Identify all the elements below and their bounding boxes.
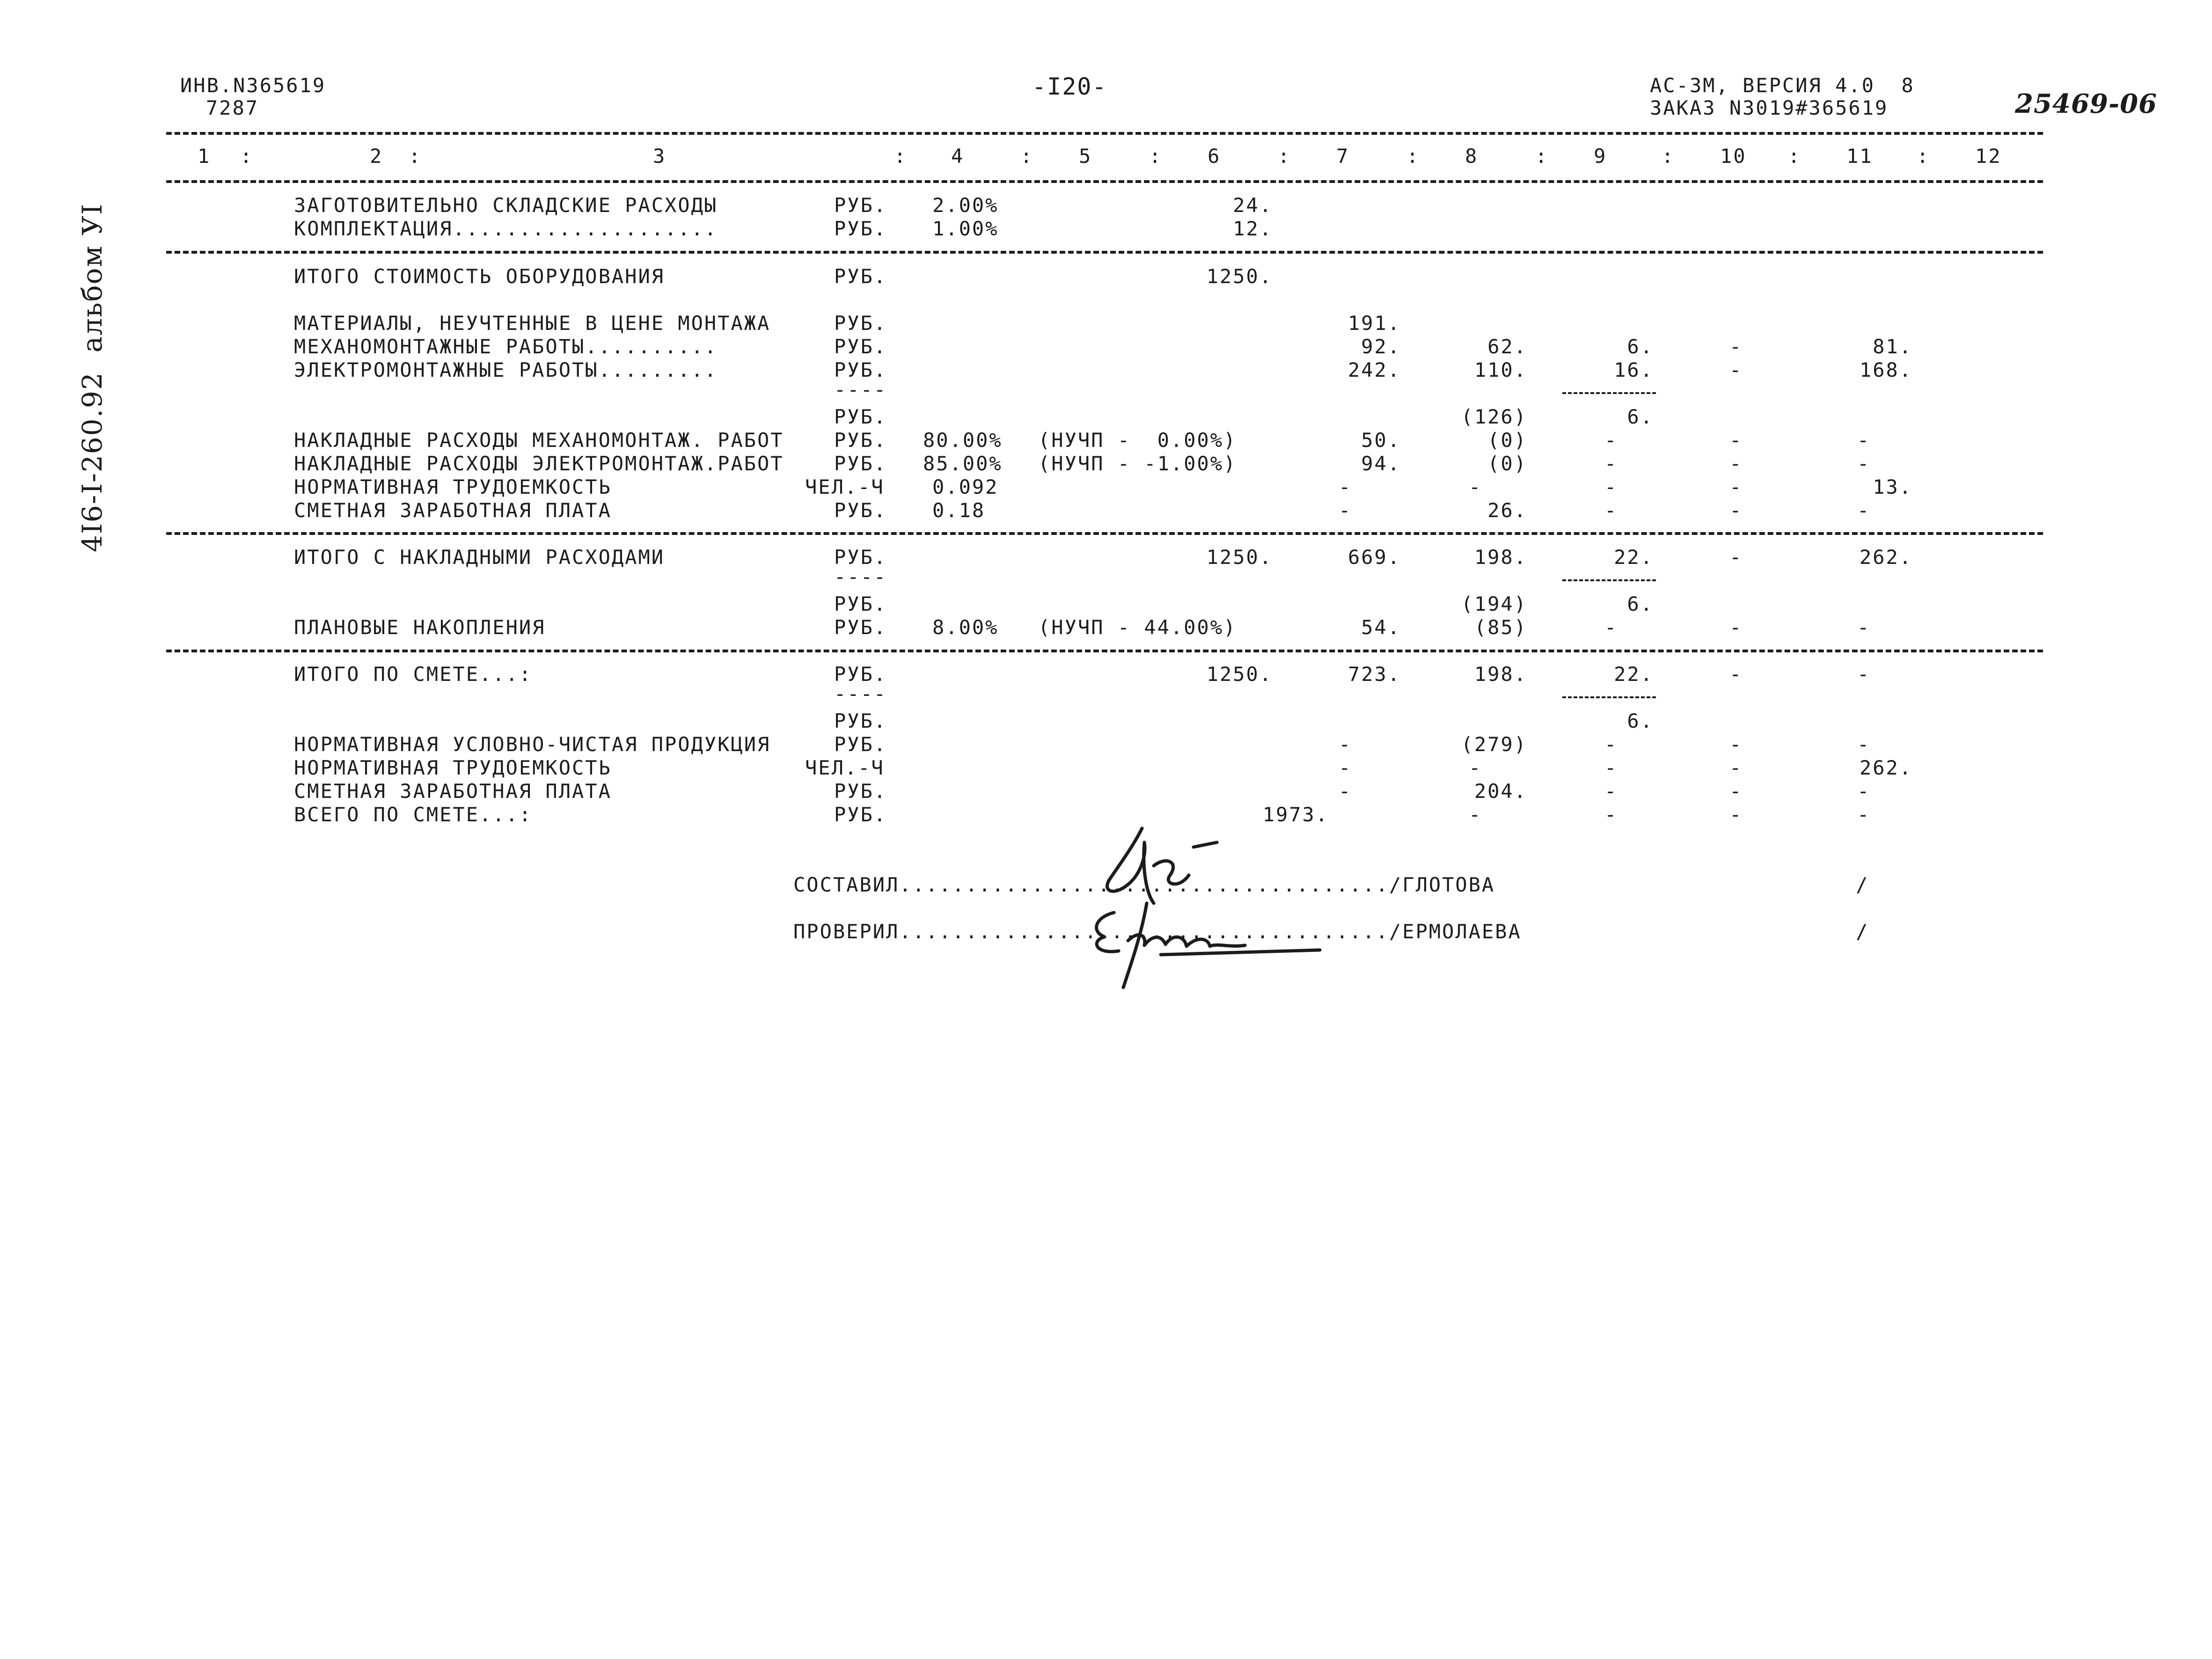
- cell-c7: 50.: [1361, 429, 1401, 452]
- col-5: 5: [1079, 145, 1092, 168]
- cell-c9: 22.: [1614, 663, 1654, 686]
- cell-c8: 62.: [1487, 335, 1527, 358]
- cell-c4: 8.00%: [932, 616, 999, 639]
- cell-c11: 262.: [1859, 756, 1912, 779]
- cell-c9: -: [1604, 475, 1618, 498]
- cell-c10: -: [1729, 546, 1743, 569]
- cell-c9: 6.: [1627, 335, 1654, 358]
- order-number: ЗАКАЗ N3019#365619: [1650, 96, 1889, 119]
- cell-c7: 94.: [1361, 452, 1401, 475]
- cell-c7: 92.: [1361, 335, 1401, 358]
- cell-c4: 0.18: [932, 499, 986, 522]
- cell-c8: 198.: [1474, 546, 1527, 569]
- col-sep: :: [1020, 145, 1034, 168]
- subtotal-rule: [1562, 392, 1656, 394]
- col-2: 2: [370, 145, 383, 168]
- cell-c8: 110.: [1474, 358, 1527, 381]
- cell-c7: -: [1339, 499, 1352, 522]
- cell-c6: 1250.: [1206, 265, 1273, 288]
- cell-c7: 191.: [1348, 312, 1401, 335]
- cell-c10: -: [1729, 756, 1743, 779]
- cell-c11: 81.: [1873, 335, 1912, 358]
- row-name: НАКЛАДНЫЕ РАСХОДЫ МЕХАНОМОНТАЖ. РАБОТ: [294, 429, 784, 452]
- row-name: ПЛАНОВЫЕ НАКОПЛЕНИЯ: [294, 616, 546, 639]
- cell-c7: -: [1339, 756, 1352, 779]
- row-unit: РУБ.: [834, 780, 887, 803]
- col-sep: :: [894, 145, 908, 168]
- cell-c8: (85): [1474, 616, 1527, 639]
- row-name: СМЕТНАЯ ЗАРАБОТНАЯ ПЛАТА: [294, 780, 612, 803]
- cell-c11: -: [1857, 733, 1871, 756]
- cell-c7: 242.: [1348, 358, 1401, 381]
- cell-c10: -: [1729, 429, 1743, 452]
- row-unit: РУБ.: [834, 452, 887, 475]
- row-unit: РУБ.: [834, 405, 887, 428]
- col-11: 11: [1846, 145, 1873, 168]
- cell-c4: 1.00%: [932, 217, 999, 240]
- cell-c7: 669.: [1348, 546, 1401, 569]
- cell-c8: (0): [1487, 429, 1527, 452]
- cell-c5: (НУЧП - 44.00%): [1038, 616, 1237, 639]
- row-unit: РУБ.: [834, 499, 887, 522]
- compiled-by-line: СОСТАВИЛ...................................../ГЛОТОВА: [793, 873, 1495, 896]
- cell-c11: -: [1857, 429, 1871, 452]
- row-name: ЭЛЕКТРОМОНТАЖНЫЕ РАБОТЫ.........: [294, 358, 718, 381]
- row-unit: РУБ.: [834, 429, 887, 452]
- row-unit: РУБ.: [834, 592, 887, 615]
- row-unit: РУБ.: [834, 546, 887, 569]
- row-unit: РУБ.: [834, 733, 887, 756]
- cell-c9: -: [1604, 616, 1618, 639]
- col-8: 8: [1465, 145, 1479, 168]
- col-9: 9: [1594, 145, 1607, 168]
- cell-c7: 723.: [1348, 663, 1401, 686]
- cell-c8: -: [1469, 475, 1482, 498]
- cell-c10: -: [1729, 733, 1743, 756]
- row-unit: РУБ.: [834, 663, 887, 686]
- col-sep: :: [1788, 145, 1802, 168]
- row-name: МЕХАНОМОНТАЖНЫЕ РАБОТЫ..........: [294, 335, 718, 358]
- col-3: 3: [653, 145, 667, 168]
- cell-c10: -: [1729, 663, 1743, 686]
- cell-c8: (194): [1461, 592, 1527, 615]
- cell-c9: -: [1604, 803, 1618, 826]
- cell-c11: -: [1857, 499, 1871, 522]
- cell-c5: (НУЧП - -1.00%): [1038, 452, 1237, 475]
- cell-c8: 26.: [1487, 499, 1527, 522]
- cell-c8: (279): [1461, 733, 1527, 756]
- compiled-by-end: /: [1856, 873, 1869, 896]
- cell-c8: (126): [1461, 405, 1527, 428]
- cell-c11: -: [1857, 803, 1871, 826]
- cell-c10: -: [1729, 803, 1743, 826]
- row-unit: РУБ.: [834, 265, 887, 288]
- cell-c8: 198.: [1474, 663, 1527, 686]
- page-number: -I20-: [1032, 73, 1107, 100]
- cell-c7: -: [1339, 733, 1352, 756]
- cell-c5: (НУЧП - 0.00%): [1038, 429, 1237, 452]
- section-rule: [166, 532, 2043, 535]
- col-sep: :: [1406, 145, 1420, 168]
- row-name: МАТЕРИАЛЫ, НЕУЧТЕННЫЕ В ЦЕНЕ МОНТАЖА: [294, 312, 771, 335]
- col-sep: :: [1917, 145, 1930, 168]
- cell-c4: 80.00%: [923, 429, 1003, 452]
- col-sep: :: [1535, 145, 1549, 168]
- row-name: ЗАГОТОВИТЕЛЬНО СКЛАДСКИЕ РАСХОДЫ: [294, 194, 718, 217]
- cell-c7: -: [1339, 475, 1352, 498]
- cell-c10: -: [1729, 335, 1743, 358]
- col-sep: :: [240, 145, 254, 168]
- cell-c11: -: [1857, 452, 1871, 475]
- col-10: 10: [1720, 145, 1747, 168]
- cell-c9: -: [1604, 429, 1618, 452]
- cell-c11: 168.: [1859, 358, 1912, 381]
- album-side-label: 4I6-I-260.92 альбом УI: [76, 203, 108, 552]
- cell-c10: -: [1729, 475, 1743, 498]
- col-sep: :: [1149, 145, 1163, 168]
- row-unit: РУБ.: [834, 358, 887, 381]
- row-unit: РУБ.: [834, 335, 887, 358]
- col-sep: :: [1662, 145, 1675, 168]
- cell-c7: -: [1339, 780, 1352, 803]
- cell-c8: (0): [1487, 452, 1527, 475]
- subtotal-rule: [1562, 696, 1656, 698]
- row-name: НОРМАТИВНАЯ ТРУДОЕМКОСТЬ: [294, 475, 612, 498]
- header-bottom-rule: [166, 180, 2043, 183]
- cell-c8: -: [1469, 803, 1482, 826]
- col-sep: :: [1278, 145, 1291, 168]
- cell-c4: 85.00%: [923, 452, 1003, 475]
- cell-c8: 204.: [1474, 780, 1527, 803]
- col-4: 4: [951, 145, 965, 168]
- cell-c9: -: [1604, 756, 1618, 779]
- cell-c10: -: [1729, 616, 1743, 639]
- handwritten-signatures: [1077, 814, 1442, 992]
- signature-checked: [1097, 913, 1320, 955]
- cell-c10: -: [1729, 780, 1743, 803]
- row-unit: РУБ.: [834, 709, 887, 732]
- handwritten-stamp-number: 25469-06: [2015, 88, 2157, 119]
- subtotal-rule: [1562, 579, 1656, 581]
- section-rule: [166, 251, 2043, 254]
- cell-c6: 24.: [1233, 194, 1273, 217]
- col-1: 1: [198, 145, 211, 168]
- software-version: АС-3М, ВЕРСИЯ 4.0 8: [1650, 74, 1915, 97]
- cell-c11: -: [1857, 780, 1871, 803]
- row-name: НОРМАТИВНАЯ УСЛОВНО-ЧИСТАЯ ПРОДУКЦИЯ: [294, 733, 771, 756]
- col-12: 12: [1975, 145, 2002, 168]
- cell-c10: -: [1729, 452, 1743, 475]
- col-6: 6: [1208, 145, 1221, 168]
- cell-c6: 1250.: [1206, 663, 1273, 686]
- row-name: ИТОГО СТОИМОСТЬ ОБОРУДОВАНИЯ: [294, 265, 665, 288]
- cell-c9: 16.: [1614, 358, 1654, 381]
- cell-c9: -: [1604, 499, 1618, 522]
- cell-c9: 22.: [1614, 546, 1654, 569]
- row-unit: РУБ.: [834, 803, 887, 826]
- cell-c11: -: [1857, 616, 1871, 639]
- row-unit: ЧЕЛ.-Ч: [805, 475, 885, 498]
- row-unit: РУБ.: [834, 616, 887, 639]
- checked-by-end: /: [1856, 920, 1869, 943]
- unit-subtotal-dash: ----: [834, 682, 887, 705]
- cell-c11: 262.: [1859, 546, 1912, 569]
- cell-c9: -: [1604, 733, 1618, 756]
- cell-c9: 6.: [1627, 405, 1654, 428]
- row-name: ИТОГО ПО СМЕТЕ...:: [294, 663, 533, 686]
- row-unit: ЧЕЛ.-Ч: [805, 756, 885, 779]
- cell-c10: -: [1729, 358, 1743, 381]
- inventory-number: ИНВ.N365619: [180, 74, 326, 97]
- cell-c9: 6.: [1627, 709, 1654, 732]
- cell-c10: -: [1729, 499, 1743, 522]
- cell-c6: 12.: [1233, 217, 1273, 240]
- col-sep: :: [409, 145, 422, 168]
- cell-c9: -: [1604, 780, 1618, 803]
- row-name: КОМПЛЕКТАЦИЯ....................: [294, 217, 718, 240]
- cell-c9: -: [1604, 452, 1618, 475]
- cell-c4: 0.092: [932, 475, 999, 498]
- row-name: ИТОГО С НАКЛАДНЫМИ РАСХОДАМИ: [294, 546, 665, 569]
- col-7: 7: [1336, 145, 1350, 168]
- cell-c6: 1250.: [1206, 546, 1273, 569]
- cell-c11: -: [1857, 663, 1871, 686]
- row-name: СМЕТНАЯ ЗАРАБОТНАЯ ПЛАТА: [294, 499, 612, 522]
- header-top-rule: [166, 132, 2043, 135]
- row-unit: РУБ.: [834, 312, 887, 335]
- section-rule: [166, 650, 2043, 652]
- signature-compiled: [1107, 828, 1217, 903]
- document-number: 7287: [206, 96, 259, 119]
- cell-c8: -: [1469, 756, 1482, 779]
- unit-subtotal-dash: ----: [834, 378, 887, 401]
- row-unit: РУБ.: [834, 217, 887, 240]
- row-name: НОРМАТИВНАЯ ТРУДОЕМКОСТЬ: [294, 756, 612, 779]
- cell-c4: 2.00%: [932, 194, 999, 217]
- cell-c9: 6.: [1627, 592, 1654, 615]
- unit-subtotal-dash: ----: [834, 565, 887, 588]
- cell-c11: 13.: [1873, 475, 1912, 498]
- row-unit: РУБ.: [834, 194, 887, 217]
- checked-by-line: ПРОВЕРИЛ...................................../ЕРМОЛАЕВА: [793, 920, 1522, 943]
- cell-c6: 1973.: [1262, 803, 1329, 826]
- row-name: ВСЕГО ПО СМЕТЕ...:: [294, 803, 533, 826]
- row-name: НАКЛАДНЫЕ РАСХОДЫ ЭЛЕКТРОМОНТАЖ.РАБОТ: [294, 452, 784, 475]
- cell-c7: 54.: [1361, 616, 1401, 639]
